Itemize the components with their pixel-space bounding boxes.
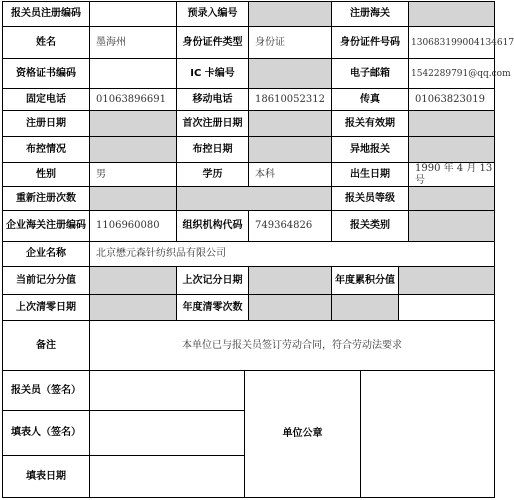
field-label: 移动电话 <box>176 88 249 111</box>
empty-field-cell <box>89 110 177 137</box>
field-label: 首次注册日期 <box>176 110 249 137</box>
field-label: 组织机构代码 <box>176 210 249 242</box>
field-label: 填表人（签名） <box>2 410 90 456</box>
field-label: 当前记分分值 <box>2 266 90 295</box>
field-label: 学历 <box>176 162 249 187</box>
empty-field-cell <box>89 294 177 321</box>
empty-field-cell <box>248 110 332 137</box>
empty-field-cell <box>408 186 495 211</box>
field-label: 报关员注册编码 <box>2 1 90 27</box>
empty-field-cell <box>408 110 495 137</box>
empty-field-cell <box>248 136 332 163</box>
empty-field-cell <box>176 186 332 211</box>
field-label: 注册日期 <box>2 110 90 137</box>
empty-field-cell <box>248 294 332 321</box>
empty-field-cell <box>398 266 495 295</box>
field-label: 上次记分日期 <box>176 266 249 295</box>
field-value: 1542289791@qq.com <box>408 58 495 89</box>
field-label: 布控日期 <box>176 136 249 163</box>
field-value: 1990 年 4 月 13 号 <box>408 162 495 187</box>
field-value: 身份证 <box>248 26 332 59</box>
customs-declarant-registration-form <box>3 2 514 498</box>
field-label: 报关员等级 <box>331 186 409 211</box>
field-value: 01063896691 <box>89 88 177 111</box>
field-value: 749364826 <box>248 210 332 242</box>
field-label: 填表日期 <box>2 455 90 498</box>
empty-field-cell <box>89 455 245 498</box>
field-label: 身份证件号码 <box>331 26 409 59</box>
field-label: IC 卡编号 <box>176 58 249 89</box>
field-label: 身份证件类型 <box>176 26 249 59</box>
field-value: 1106960080 <box>89 210 177 242</box>
field-label: 注册海关 <box>331 1 409 27</box>
field-label: 上次清零日期 <box>2 294 90 321</box>
field-label: 年度累积分值 <box>331 266 399 295</box>
empty-field-cell <box>89 136 177 163</box>
field-label: 出生日期 <box>331 162 409 187</box>
empty-field-cell <box>89 370 245 411</box>
field-label: 报关类别 <box>331 210 409 242</box>
empty-field-cell <box>408 136 495 163</box>
field-label: 电子邮箱 <box>331 58 409 89</box>
empty-field-cell <box>89 410 245 456</box>
field-label: 传真 <box>331 88 409 111</box>
field-value: 墨海州 <box>89 26 177 59</box>
empty-field-cell <box>89 266 177 295</box>
field-label: 资格证书编码 <box>2 58 90 89</box>
field-label: 姓名 <box>2 26 90 59</box>
field-label: 报关有效期 <box>331 110 409 137</box>
field-value: 本单位已与报关员签订劳动合同，符合劳动法要求 <box>89 320 495 371</box>
field-label: 布控情况 <box>2 136 90 163</box>
field-label: 性别 <box>2 162 90 187</box>
field-value: 北京懋元森针纺织品有限公司 <box>89 241 495 267</box>
field-label: 企业名称 <box>2 241 90 267</box>
field-value: 01063823019 <box>408 88 495 111</box>
field-label: 报关员（签名） <box>2 370 90 411</box>
empty-field-cell <box>408 1 495 27</box>
field-label: 预录入编号 <box>176 1 249 27</box>
empty-field-cell <box>248 1 332 27</box>
empty-field-cell <box>89 1 177 27</box>
empty-field-cell <box>89 58 177 89</box>
empty-field-cell <box>331 294 399 321</box>
field-label: 单位公章 <box>244 370 361 498</box>
empty-field-cell <box>398 294 495 321</box>
field-label: 异地报关 <box>331 136 409 163</box>
field-value: 130683199004134617 <box>408 26 495 59</box>
empty-field-cell <box>89 186 177 211</box>
field-label: 备注 <box>2 320 90 371</box>
field-value: 18610052312 <box>248 88 332 111</box>
field-value: 男 <box>89 162 177 187</box>
empty-field-cell <box>360 370 495 498</box>
field-label: 重新注册次数 <box>2 186 90 211</box>
field-value: 本科 <box>248 162 332 187</box>
field-label: 年度清零次数 <box>176 294 249 321</box>
empty-field-cell <box>408 210 495 242</box>
field-label: 固定电话 <box>2 88 90 111</box>
empty-field-cell <box>248 266 332 295</box>
field-label: 企业海关注册编码 <box>2 210 90 242</box>
empty-field-cell <box>248 58 332 89</box>
